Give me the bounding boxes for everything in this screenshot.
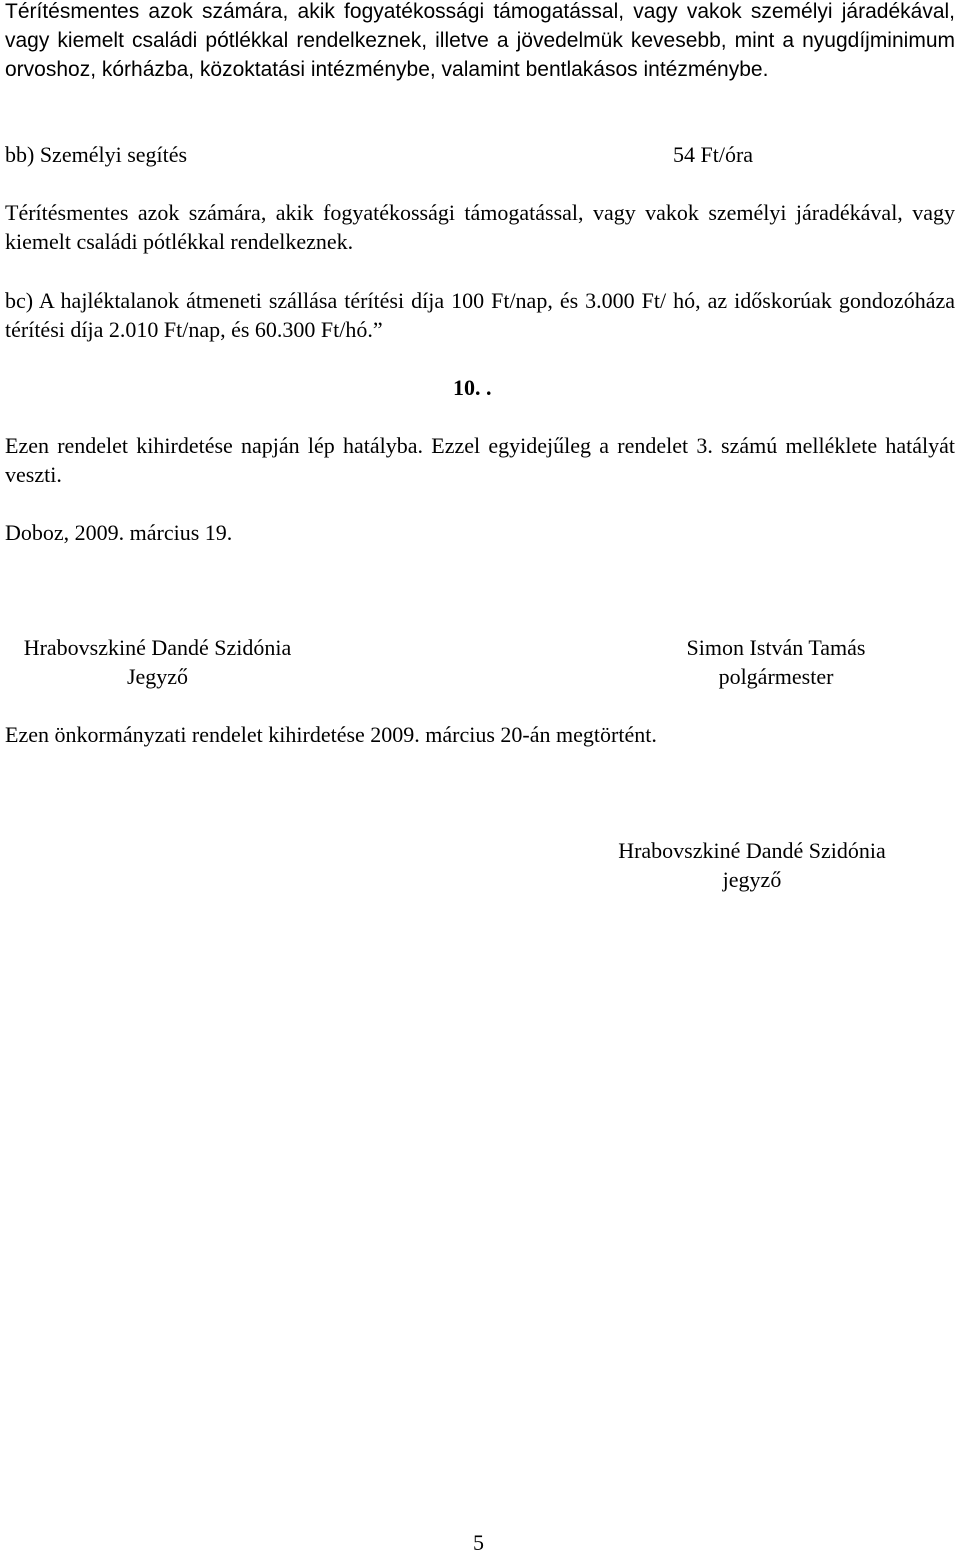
paragraph-free-personal-help: Térítésmentes azok számára, akik fogyatékossági támogatással, vagy vakok személyi járadékával, vagy kiemelt családi pótlékkal rendelkeznek.: [5, 200, 955, 254]
section-heading: 10. .: [453, 375, 492, 400]
paragraph-bc-shelter: bc) A hajléktalanok átmeneti szállása térítési díja 100 Ft/nap, és 3.000 Ft/ hó, az időskorúak gondozóháza térítési díja 2.010 Ft/nap, és 60.300 Ft/hó.”: [5, 288, 955, 342]
signature-name: Hrabovszkiné Dandé Szidónia: [618, 838, 886, 863]
signature-notary-left: [5, 633, 310, 691]
place-and-date: Doboz, 2009. március 19.: [5, 520, 233, 545]
signature-title: polgármester: [718, 664, 834, 689]
page-number: 5: [473, 1530, 484, 1555]
signature-mayor: [672, 633, 880, 691]
signature-notary-final: [598, 836, 906, 894]
signature-title: jegyző: [722, 867, 782, 892]
announcement-statement: Ezen önkormányzati rendelet kihirdetése 2009. március 20-án megtörtént.: [5, 722, 657, 747]
signature-title: Jegyző: [126, 664, 189, 689]
signature-name: Hrabovszkiné Dandé Szidónia: [23, 635, 292, 660]
item-bb-price: 54 Ft/óra: [673, 142, 754, 167]
signature-name: Simon István Tamás: [686, 635, 866, 660]
paragraph-effective-date: Ezen rendelet kihirdetése napján lép hatályba. Ezzel egyidejűleg a rendelet 3. számú melléklete hatályát veszti.: [5, 433, 955, 487]
item-bb-label: bb) Személyi segítés: [5, 142, 188, 167]
paragraph-free-transport: Térítésmentes azok számára, akik fogyatékossági támogatással, vagy vakok személyi járadékával, vagy kiemelt családi pótlékkal rendelkeznek, illetve a jövedelmük kevesebb, mint a nyugdíjminimum orvoshoz, kórházba, közoktatási intézménybe, valamint bentlakásos intézménybe.: [5, 0, 955, 81]
